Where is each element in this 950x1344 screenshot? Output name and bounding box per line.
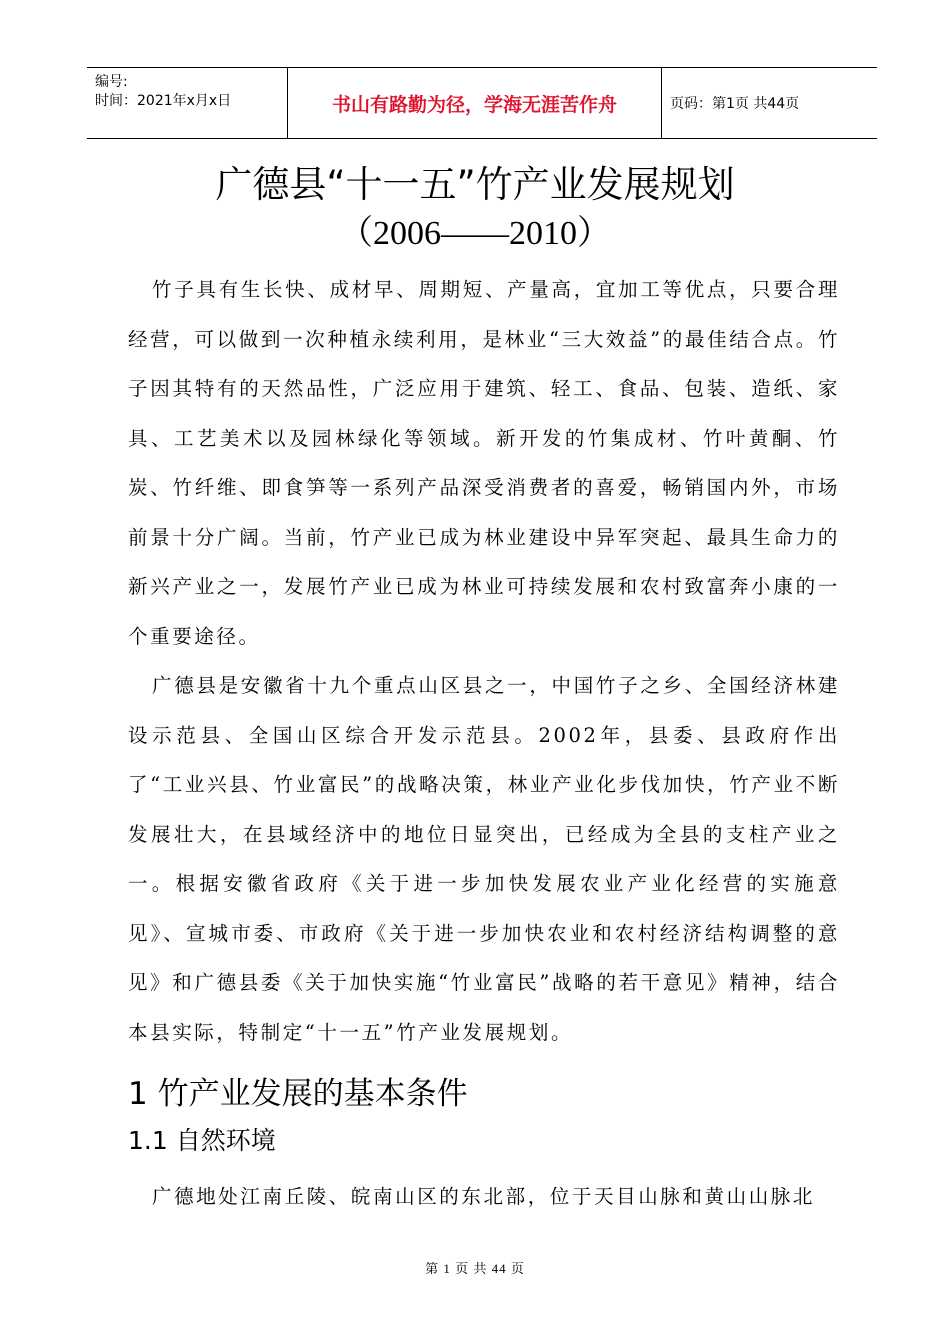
section-heading: 1 竹产业发展的基本条件 [128, 1076, 468, 1112]
document-time-label: 时间：2021年x月x日 [95, 93, 232, 109]
document-number-label: 编号: [95, 74, 128, 90]
header-motto: 书山有路勤为径，学海无涯苦作舟 [288, 68, 662, 138]
subsection-heading: 1.1 自然环境 [128, 1126, 276, 1155]
header-meta-cell [87, 68, 288, 138]
page-header [87, 67, 877, 139]
header-page-info: 页码：第1页 共44页 [670, 96, 800, 112]
page-footer: 第 1 页 共 44 页 [425, 1261, 525, 1276]
document-subtitle: （2006——2010） [339, 215, 611, 252]
document-title: 广德县“十一五”竹产业发展规划 [215, 163, 735, 206]
natural-environment-paragraph: 广德地处江南丘陵、皖南山区的东北部，位于天目山脉和黄山山脉北 [152, 1185, 816, 1208]
background-paragraph: 广德县是安徽省十九个重点山区县之一，中国竹子之乡、全国经济林建设示范县、全国山区综合开发示范县。2002年，县委、县政府作出了“工业兴县、竹业富民”的战略决策，林业产业化步伐加快，竹产业不断发展壮大，在县域经济中的地位日显突出，已经成为全县的支柱产业之一。根据安徽省政府《关于进一步加快发展农业产业化经营的实施意见》、宣城市委、市政府《关于进一步加快农业和农村经济结构调整的意见》和广德县委《关于加快实施“竹业富民”战略的若干意见》精神，结合本县实际，特制定“十一五”竹产业发展规划。 [128, 674, 840, 1044]
intro-paragraph: 竹子具有生长快、成材早、周期短、产量高，宜加工等优点，只要合理经营，可以做到一次种植永续利用，是林业“三大效益”的最佳结合点。竹子因其特有的天然品性，广泛应用于建筑、轻工、食品、包装、造纸、家具、工艺美术以及园林绿化等领域。新开发的竹集成材、竹叶黄酮、竹炭、竹纤维、即食笋等一系列产品深受消费者的喜爱，畅销国内外，市场前景十分广阔。当前，竹产业已成为林业建设中异军突起、最具生命力的新兴产业之一，发展竹产业已成为林业可持续发展和农村致富奔小康的一个重要途径。 [128, 278, 840, 648]
